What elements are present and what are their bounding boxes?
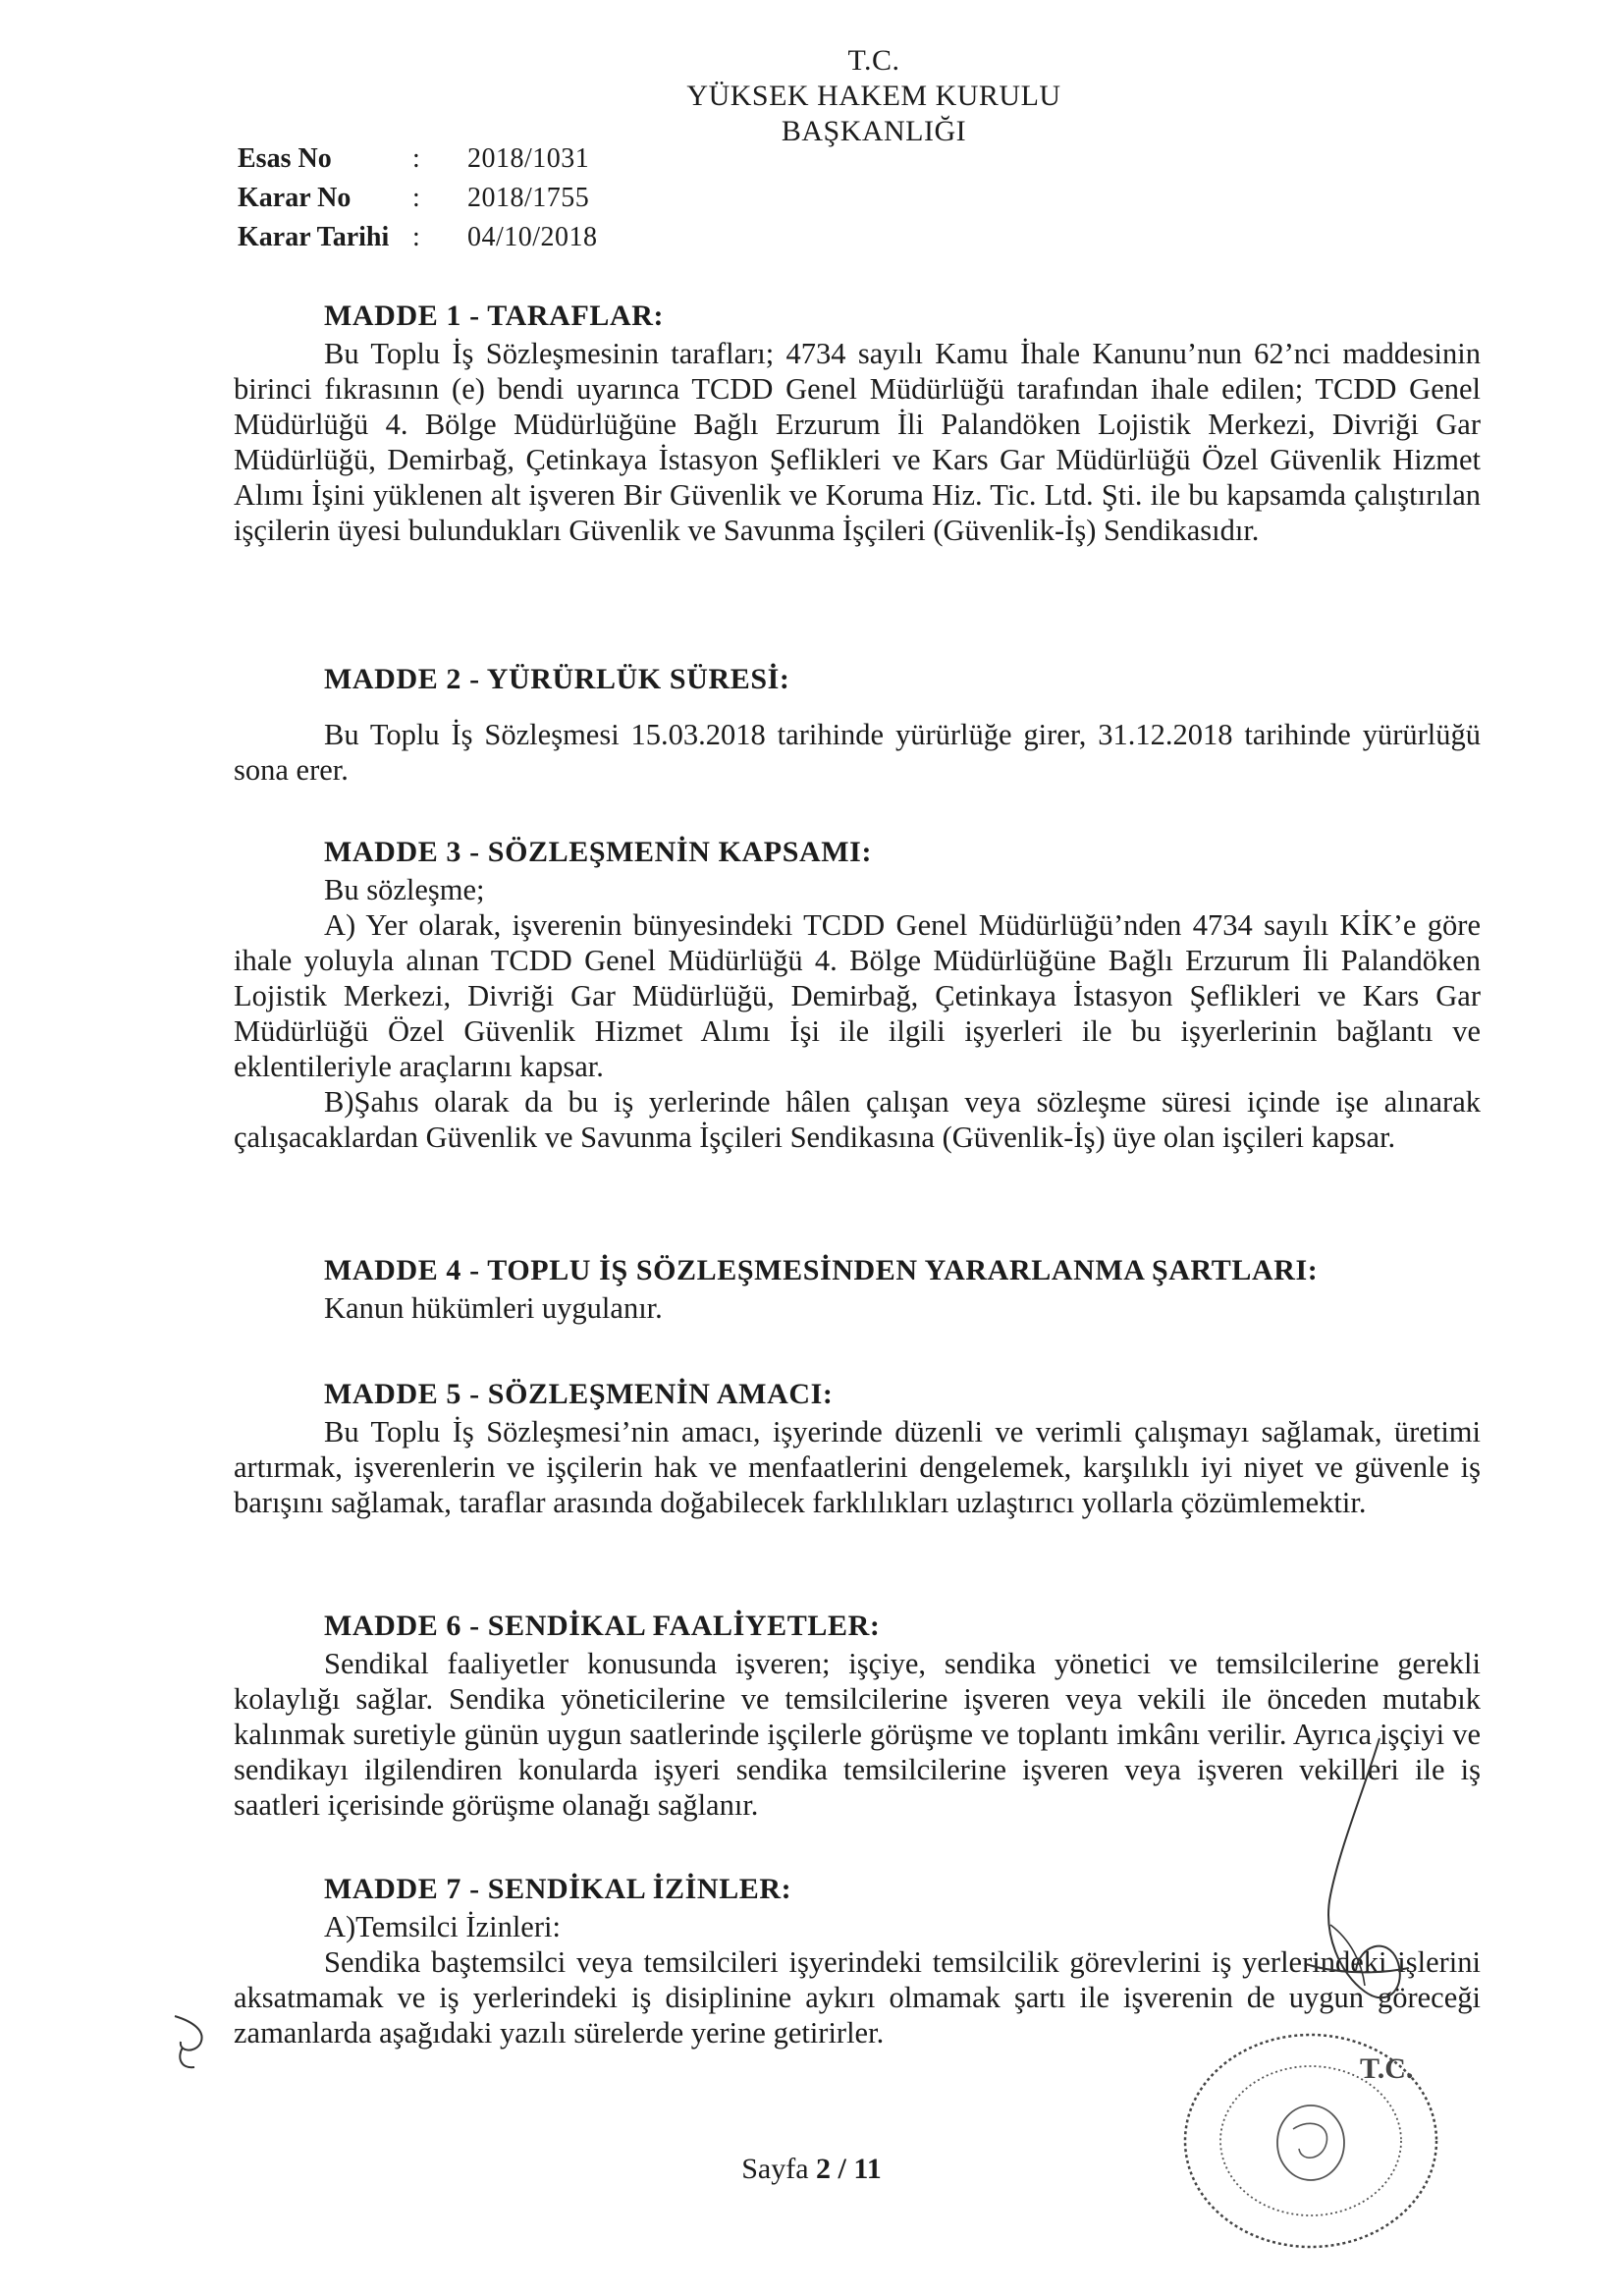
article-5 xyxy=(234,1375,1481,1520)
article-paragraph: Kanun hükümleri uygulanır. xyxy=(324,1291,663,1325)
article-title: MADDE 7 - SENDİKAL İZİNLER: xyxy=(324,1873,792,1905)
esas-row xyxy=(238,139,598,179)
case-metadata xyxy=(238,139,598,257)
header-institution: YÜKSEK HAKEM KURULU xyxy=(686,80,1061,112)
article-title: MADDE 3 - SÖZLEŞMENİN KAPSAMI: xyxy=(324,836,873,868)
article-subheading: A)Temsilci İzinleri: xyxy=(324,1910,561,1943)
page-total: 11 xyxy=(853,2153,882,2185)
seal-text: T.C. xyxy=(1360,2052,1414,2085)
article-paragraph: A) Yer olarak, işverenin bünyesindeki TCDD Genel Müdürlüğü’nden 4734 sayılı KİK’e göre ihale yoluyla alınan TCDD Genel Müdürlüğü 4. Bölge Müdürlüğüne Bağlı Erzurum İli Palandöken Lojistik Merkezi, Divriği Gar Müdürlüğü, Demirbağ, Çetinkaya İstasyon Şeflikleri ve Kars Gar Müdürlüğü Özel Güvenlik Hizmet Alımı İşi ile ilgili işyerleri ile bu işyerlerinin bağlantı ve eklentileriyle araçlarını kapsar. xyxy=(234,908,1481,1083)
tarih-row xyxy=(238,218,598,257)
karar-value: 2018/1755 xyxy=(467,183,590,213)
article-title: MADDE 5 - SÖZLEŞMENİN AMACI: xyxy=(324,1378,834,1410)
tarih-label: Karar Tarihi xyxy=(238,222,390,252)
issuing-authority-header xyxy=(628,43,1119,149)
article-2 xyxy=(234,660,1481,788)
official-seal-icon xyxy=(1163,2023,1458,2259)
article-4 xyxy=(234,1251,1481,1326)
handwritten-signature-icon xyxy=(1271,1728,1419,2043)
article-3 xyxy=(234,833,1481,1155)
colon: : xyxy=(412,143,420,174)
article-1 xyxy=(234,297,1481,548)
colon: : xyxy=(412,183,420,213)
page-label: Sayfa xyxy=(741,2153,809,2185)
colon: : xyxy=(412,222,420,252)
karar-label: Karar No xyxy=(238,183,352,213)
article-paragraph: Sendika baştemsilci veya temsilcileri işyerindeki temsilcilik görevlerini iş yerlerindeki işlerini aksatmamak ve iş yerlerindeki iş disiplinine aykırı olmamak şartı ile işverenin de uygun göreceği zamanlarda aşağıdaki yazılı sürelerde yerine getirirler. xyxy=(234,1945,1481,2050)
article-title: MADDE 6 - SENDİKAL FAALİYETLER: xyxy=(324,1610,881,1642)
article-intro: Bu sözleşme; xyxy=(324,873,485,906)
header-department: BAŞKANLIĞI xyxy=(781,115,967,147)
page-number xyxy=(0,2153,1623,2186)
page-separator: / xyxy=(838,2153,846,2185)
esas-label: Esas No xyxy=(238,143,332,174)
article-title: MADDE 4 - TOPLU İŞ SÖZLEŞMESİNDEN YARARLANMA ŞARTLARI: xyxy=(324,1254,1319,1286)
tarih-value: 04/10/2018 xyxy=(467,222,598,252)
karar-row xyxy=(238,179,598,218)
article-title: MADDE 2 - YÜRÜRLÜK SÜRESİ: xyxy=(324,663,790,695)
article-paragraph: B)Şahıs olarak da bu iş yerlerinde hâlen çalışan veya sözleşme süresi içinde işe alınarak çalışacaklardan Güvenlik ve Savunma İşçileri Sendikasına (Güvenlik-İş) üye olan işçileri kapsar. xyxy=(234,1085,1481,1154)
initials-signature-icon xyxy=(165,2008,224,2077)
article-paragraph: Bu Toplu İş Sözleşmesinin tarafları; 4734 sayılı Kamu İhale Kanunu’nun 62’nci maddesinin birinci fıkrasının (e) bendi uyarınca TCDD Genel Müdürlüğü tarafından ihale edilen; TCDD Genel Müdürlüğü 4. Bölge Müdürlüğüne Bağlı Erzurum İli Palandöken Lojistik Merkezi, Divriği Gar Müdürlüğü, Demirbağ, Çetinkaya İstasyon Şeflikleri ve Kars Gar Müdürlüğü Özel Güvenlik Hizmet Alımı İşini yüklenen alt işveren Bir Güvenlik ve Koruma Hiz. Tic. Ltd. Şti. ile bu kapsamda çalıştırılan işçilerin üyesi bulundukları Güvenlik ve Savunma İşçileri (Güvenlik-İş) Sendikasıdır. xyxy=(234,337,1481,547)
article-title: MADDE 1 - TARAFLAR: xyxy=(324,300,665,332)
page-current: 2 xyxy=(816,2153,832,2185)
article-paragraph: Bu Toplu İş Sözleşmesi 15.03.2018 tarihinde yürürlüğe girer, 31.12.2018 tarihinde yürürlüğü sona erer. xyxy=(234,718,1481,787)
header-country: T.C. xyxy=(847,44,900,77)
article-paragraph: Sendikal faaliyetler konusunda işveren; işçiye, sendika yönetici ve temsilcilerine gerekli kolaylığı sağlar. Sendika yöneticilerine ve temsilcilerine işveren veya vekili ile önceden mutabık kalınmak suretiyle günün uygun saatlerinde işçilerle görüşme ve toplantı imkânı verilir. Ayrıca işçiyi ve sendikayı ilgilendiren konularda işyeri sendika temsilcilerine işveren veya işveren vekilleri ile iş saatleri içerisinde görüşme olanağı sağlanır. xyxy=(234,1647,1481,1822)
esas-value: 2018/1031 xyxy=(467,143,590,174)
article-paragraph: Bu Toplu İş Sözleşmesi’nin amacı, işyerinde düzenli ve verimli çalışmayı sağlamak, üretimi artırmak, işverenlerin ve işçilerin hak ve menfaatlerini dengelemek, karşılıklı iyi niyet ve güvenle iş barışını sağlamak, taraflar arasında doğabilecek farklılıkları uzlaştırıcı yollarla çözümlemektir. xyxy=(234,1415,1481,1519)
